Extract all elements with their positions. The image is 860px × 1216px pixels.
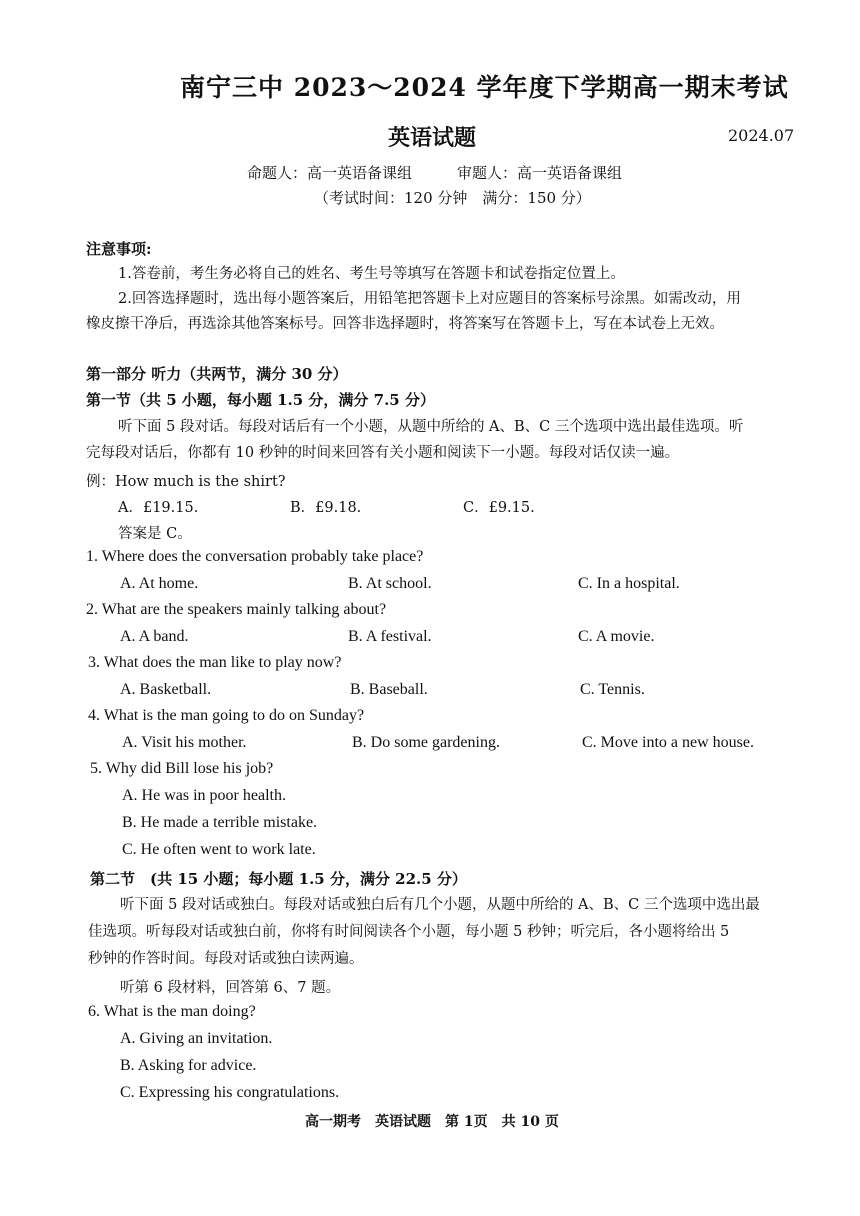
question-1-option-b: B. At school. — [348, 575, 432, 592]
question-3: 3. What does the man like to play now? — [88, 654, 342, 671]
notice-heading: 注意事项: — [86, 240, 152, 258]
page-footer: 高一期考 英语试题 第 1页 共 10 页 — [305, 1114, 559, 1130]
question-5-option-a: A. He was in poor health. — [122, 787, 286, 804]
exam-authors: 命题人：高一英语备课组 审题人：高一英语备课组 — [247, 164, 623, 182]
section1-instruction-line-1: 听下面 5 段对话。每段对话后有一个小题，从题中所给的 A、B、C 三个选项中选出最佳选项。听 — [118, 419, 744, 435]
question-4-option-b: B. Do some gardening. — [352, 734, 500, 751]
notice-item-2-line-1: 2.回答选择题时，选出每小题答案后，用铅笔把答题卡上对应题目的答案标号涂黑。如需改动，用 — [118, 291, 741, 307]
exam-subtitle: 英语试题 — [388, 125, 477, 151]
question-2-option-c: C. A movie. — [578, 628, 655, 645]
section2-instruction-line-1: 听下面 5 段对话或独白。每段对话或独白后有几个小题，从题中所给的 A、B、C 三个选项中选出最 — [120, 897, 760, 913]
question-3-option-c: C. Tennis. — [580, 681, 645, 698]
section1-instruction-line-2: 完每段对话后，你都有 10 秒钟的时间来回答有关小题和阅读下一小题。每段对话仅读一遍。 — [86, 445, 680, 461]
section2-instruction-line-2: 佳选项。听每段对话或独白前，你将有时间阅读各个小题，每小题 5 秒钟；听完后，各小题将给出 5 — [88, 924, 730, 940]
question-6-option-b: B. Asking for advice. — [120, 1057, 257, 1074]
question-2-option-a: A. A band. — [120, 628, 189, 645]
exam-date: 2024.07 — [728, 126, 795, 145]
section1-heading: 第一节（共 5 小题，每小题 1.5 分，满分 7.5 分） — [86, 391, 435, 409]
part1-heading: 第一部分 听力（共两节，满分 30 分） — [86, 365, 348, 383]
question-6-option-c: C. Expressing his congratulations. — [120, 1084, 340, 1101]
example-option-a: A．£19.15. — [118, 500, 199, 516]
exam-title: 南宁三中 2023～2024 学年度下学期高一期末考试 — [180, 73, 789, 102]
question-6: 6. What is the man doing? — [88, 1003, 256, 1020]
question-3-option-a: A. Basketball. — [120, 681, 212, 698]
exam-info: （考试时间：120 分钟 满分：150 分） — [314, 189, 591, 207]
question-1-option-a: A. At home. — [120, 575, 199, 592]
notice-item-1: 1.答卷前，考生务必将自己的姓名、考生号等填写在答题卡和试卷指定位置上。 — [118, 266, 625, 282]
material-note: 听第 6 段材料，回答第 6、7 题。 — [120, 980, 341, 996]
question-3-option-b: B. Baseball. — [350, 681, 428, 698]
question-2: 2. What are the speakers mainly talking about? — [86, 601, 387, 618]
question-1: 1. Where does the conversation probably take place? — [86, 548, 424, 565]
question-5-option-b: B. He made a terrible mistake. — [122, 814, 318, 831]
example-option-c: C．£9.15. — [463, 500, 535, 516]
question-4: 4. What is the man going to do on Sunday? — [88, 707, 365, 724]
question-4-option-c: C. Move into a new house. — [582, 734, 754, 751]
example-option-b: B．£9.18. — [290, 500, 362, 516]
question-2-option-b: B. A festival. — [348, 628, 432, 645]
question-4-option-a: A. Visit his mother. — [122, 734, 247, 751]
section2-heading: 第二节 (共 15 小题；每小题 1.5 分，满分 22.5 分） — [90, 870, 467, 888]
example-answer: 答案是 C。 — [118, 526, 192, 542]
example-question: 例：How much is the shirt? — [86, 474, 286, 490]
section2-instruction-line-3: 秒钟的作答时间。每段对话或独白读两遍。 — [88, 951, 364, 967]
question-6-option-a: A. Giving an invitation. — [120, 1030, 273, 1047]
question-5: 5. Why did Bill lose his job? — [90, 760, 274, 777]
question-1-option-c: C. In a hospital. — [578, 575, 680, 592]
notice-item-2-line-2: 橡皮擦干净后，再选涂其他答案标号。回答非选择题时，将答案写在答题卡上，写在本试卷上无效。 — [86, 316, 724, 332]
question-5-option-c: C. He often went to work late. — [122, 841, 316, 858]
